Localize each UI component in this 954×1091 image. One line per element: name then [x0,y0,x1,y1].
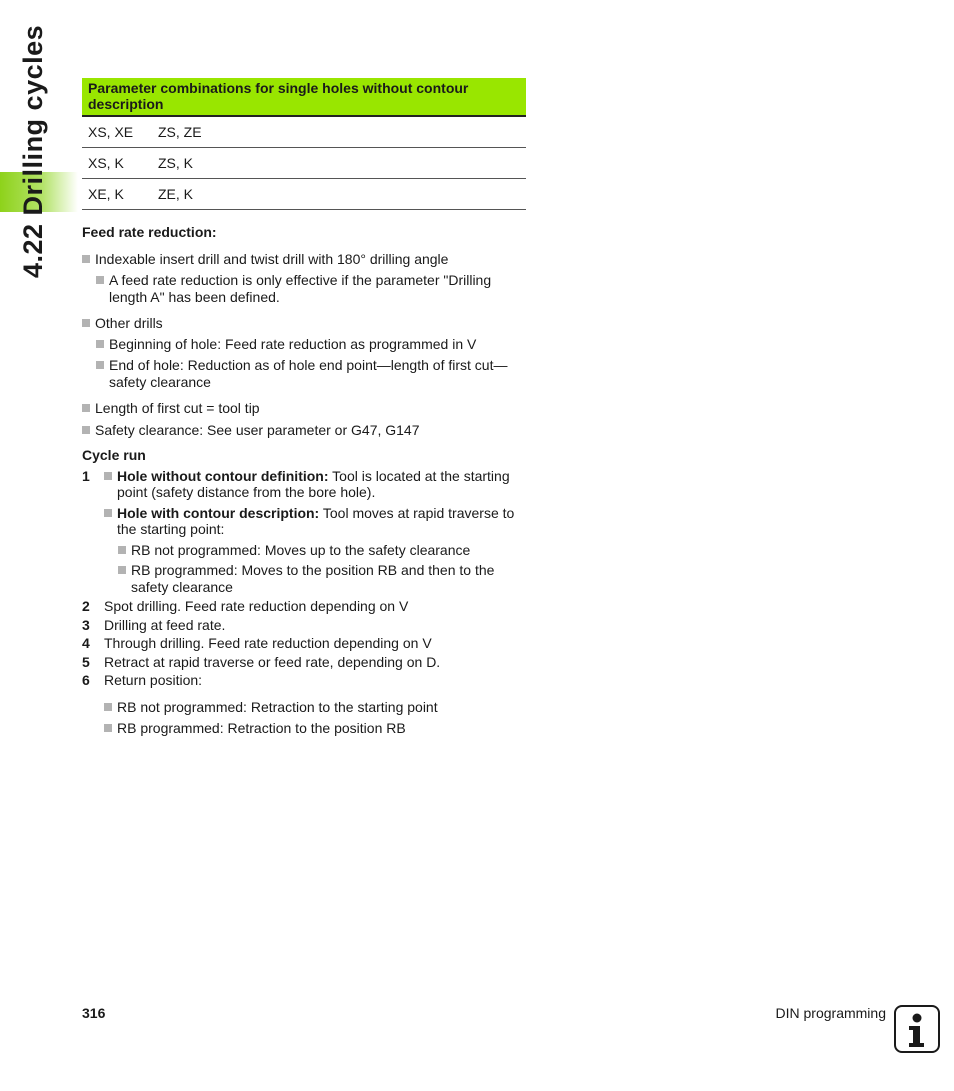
table-cell: XS, K [82,148,152,179]
cycle-heading: Cycle run [82,447,146,463]
step-3 [82,617,528,634]
feed-heading: Feed rate reduction: [82,224,217,240]
step-text: Drilling at feed rate. [104,616,226,633]
table-cell: ZE, K [152,179,526,210]
parameter-table [82,78,526,210]
step-text: Retract at rapid traverse or feed rate, depending on D. [104,653,441,670]
step-number: 5 [82,653,90,670]
table-row [82,179,526,210]
step-2 [82,598,528,615]
info-icon [894,1005,940,1053]
table-cell: XS, XE [82,116,152,148]
step-number: 4 [82,635,90,651]
section-title: 4.22 Drilling cycles [18,24,48,278]
list-item: Safety clearance: See user parameter or G47, G147 [82,422,528,439]
list-item: Indexable insert drill and twist drill with 180° drilling angle [82,251,528,268]
list-item: Length of first cut = tool tip [82,400,528,417]
step-4 [82,635,528,652]
page-number: 316 [82,1005,106,1021]
bold-term: Hole without contour definition: [117,467,329,484]
list-item: Beginning of hole: Feed rate reduction as programmed in V [96,336,528,353]
list-item [104,505,528,538]
table-cell: XE, K [82,179,152,210]
page-body [82,224,528,737]
chapter-name: DIN programming [775,1005,886,1021]
table-header: Parameter combinations for single holes without contour description [82,78,526,116]
table-cell: ZS, K [152,148,526,179]
list-item: End of hole: Reduction as of hole end point—length of first cut—safety clearance [96,357,528,390]
bold-term: Hole with contour description: [117,504,320,521]
step-text: Spot drilling. Feed rate reduction depending on V [104,598,409,614]
step-number: 6 [82,672,90,688]
step-number: 2 [82,598,90,614]
step-number: 1 [82,467,90,484]
table-cell: ZS, ZE [152,116,526,148]
list-item: RB not programmed: Retraction to the starting point [104,699,528,716]
step-6 [82,672,528,737]
table-row [82,116,526,148]
list-item: RB programmed: Moves to the position RB and then to the safety clearance [118,562,528,595]
step-5 [82,654,528,671]
item-text: Tool is located at the starting point (safety distance from the bore hole). [117,467,510,500]
list-item: Other drills [82,315,528,332]
table-row [82,148,526,179]
step-1 [82,468,528,596]
list-item [104,468,528,501]
step-number: 3 [82,616,90,633]
step-text: Through drilling. Feed rate reduction depending on V [104,635,432,651]
list-item: RB programmed: Retraction to the position RB [104,720,528,737]
step-text: Return position: [104,672,203,688]
list-item: A feed rate reduction is only effective if the parameter "Drilling length A" has been defined. [96,272,528,305]
item-text: Tool moves at rapid traverse to the starting point: [117,504,515,537]
list-item: RB not programmed: Moves up to the safety clearance [118,542,528,559]
